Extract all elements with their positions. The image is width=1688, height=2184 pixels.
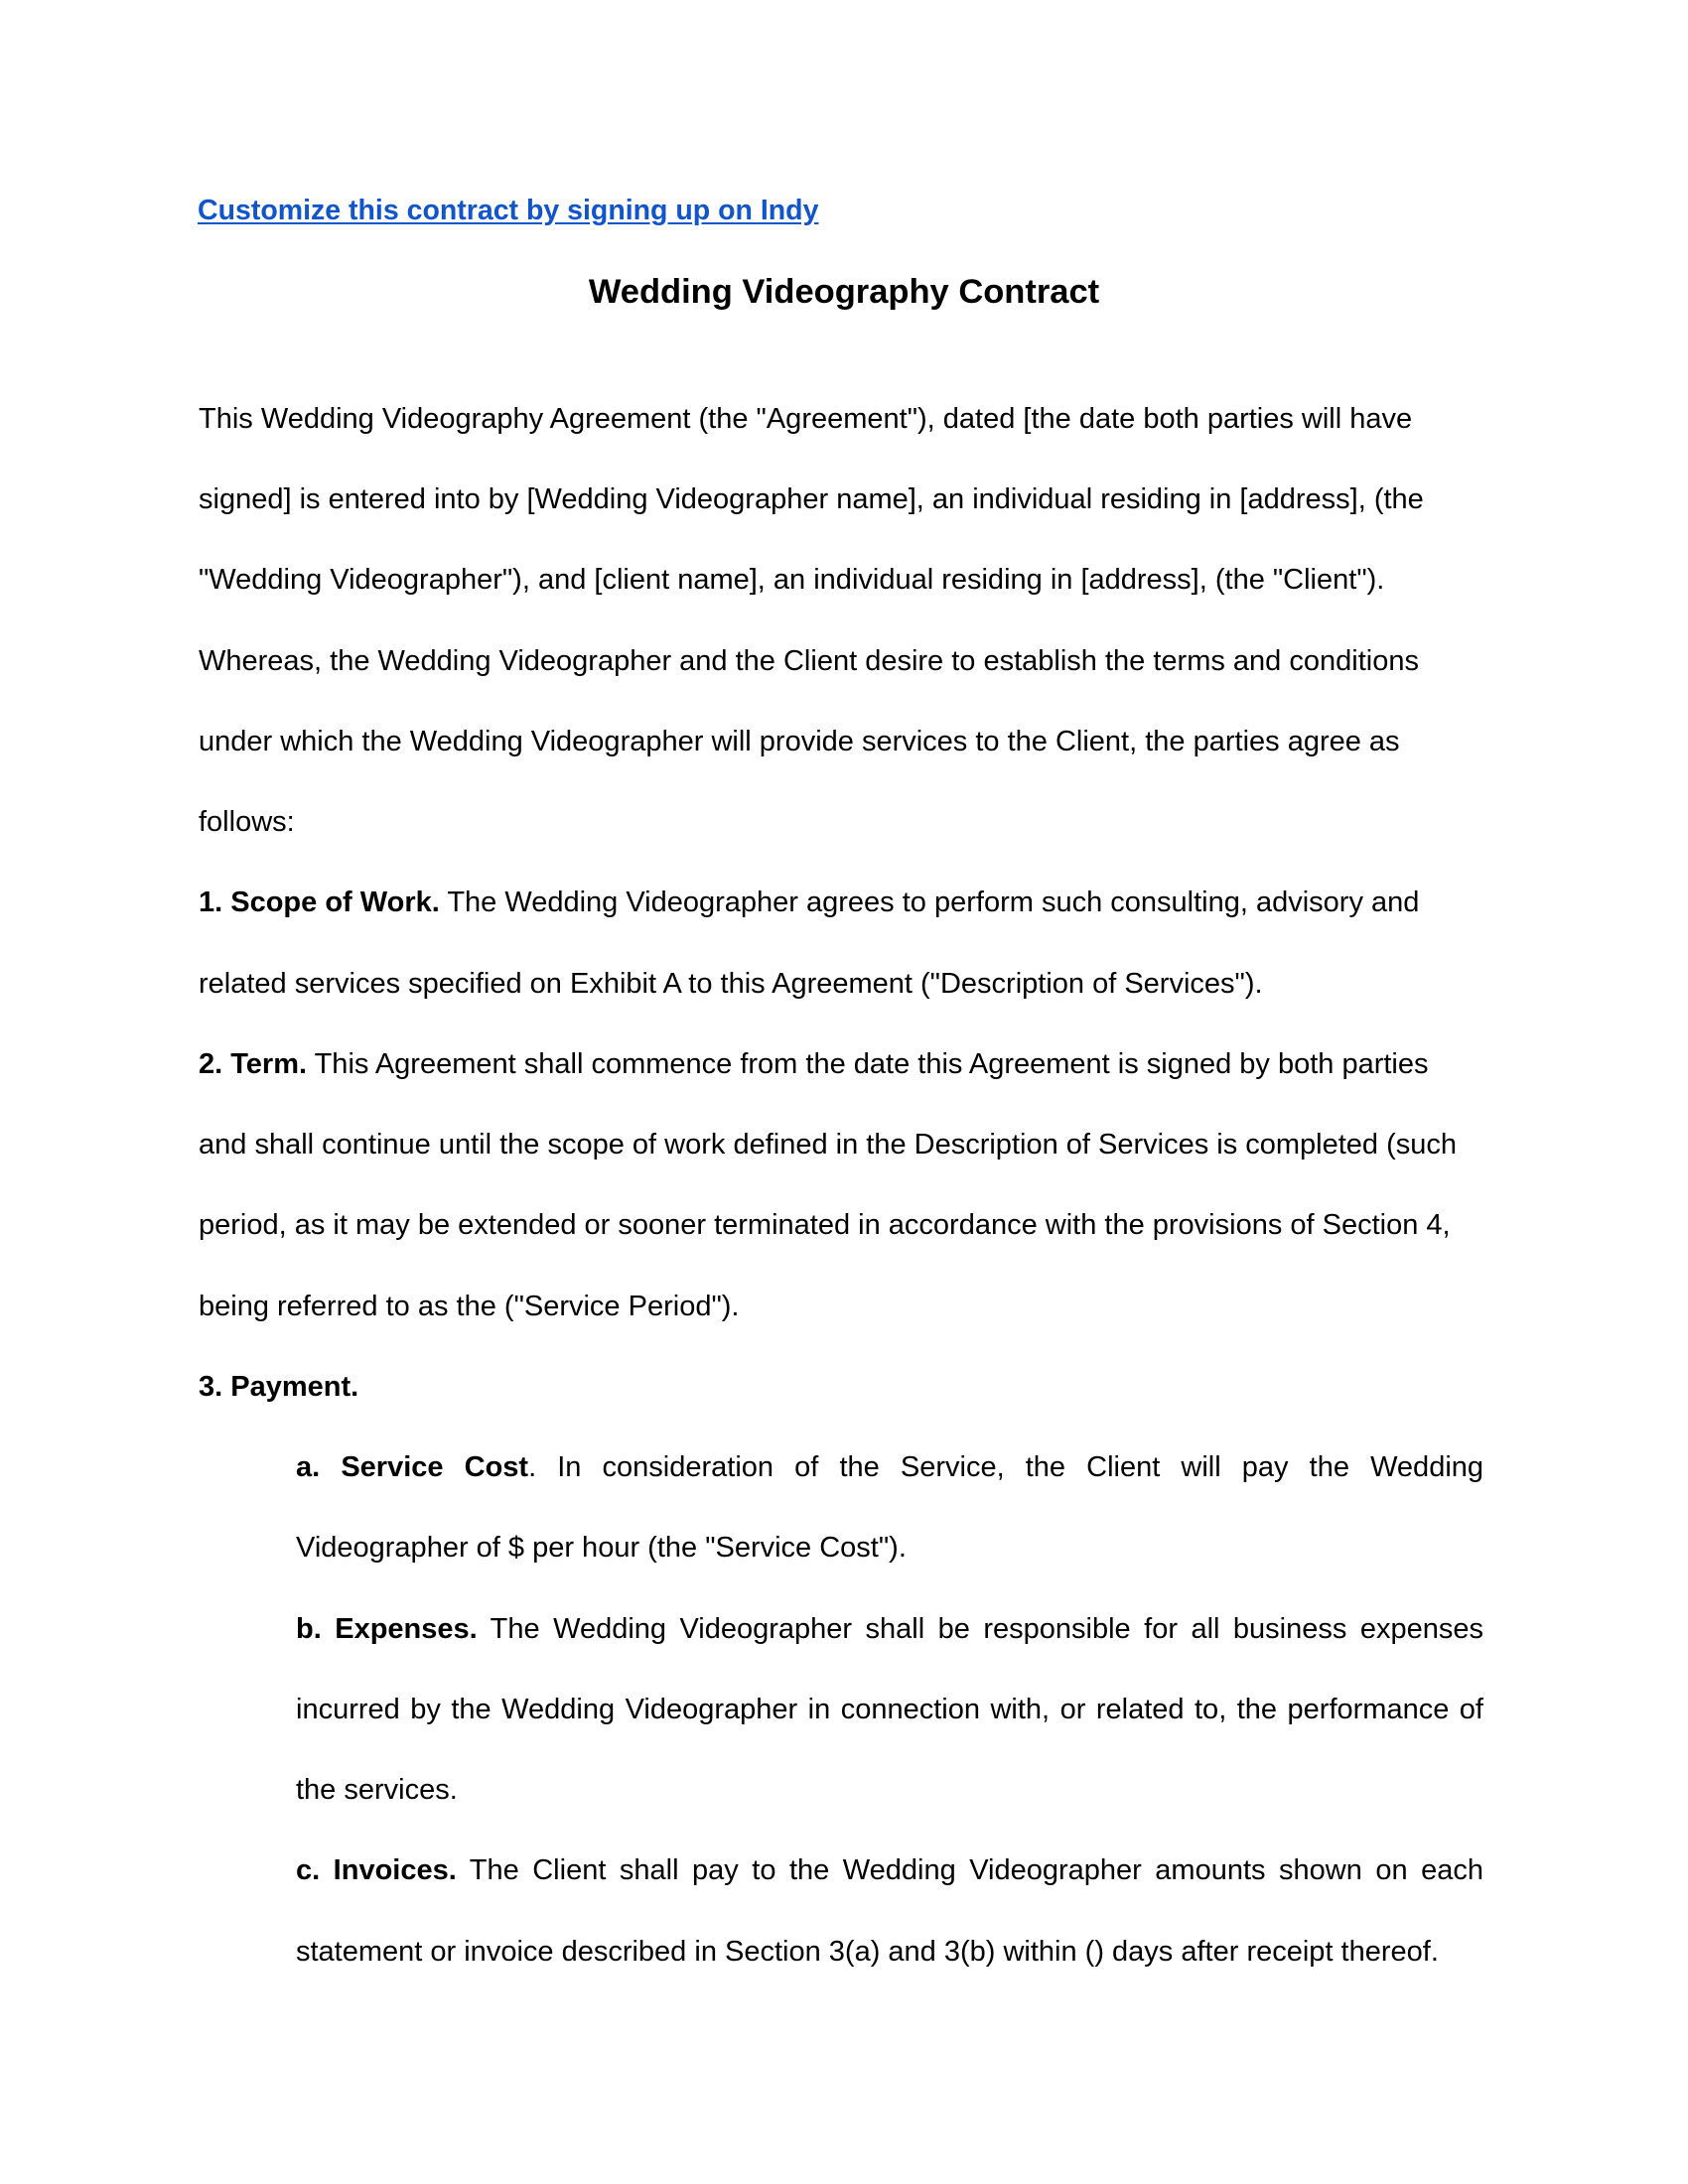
payment-invoices bbox=[296, 1852, 1483, 1888]
section-text-line: related services specified on Exhibit A to this Agreement ("Description of Services"). bbox=[199, 968, 1263, 1000]
subsection-label: c. Invoices. bbox=[296, 1854, 457, 1886]
subsection-text: The Client shall pay to the Wedding Videographer amounts shown on each bbox=[456, 1854, 1483, 1886]
intro-line: Whereas, the Wedding Videographer and the Client desire to establish the terms and conditions bbox=[199, 645, 1419, 677]
section-payment-heading: 3. Payment. bbox=[199, 1371, 359, 1403]
document-title: Wedding Videography Contract bbox=[588, 273, 1100, 311]
subsection-text-line: Videographer of $ per hour (the "Service Cost"). bbox=[296, 1532, 907, 1564]
section-text-line: and shall continue until the scope of work defined in the Description of Services is completed (such bbox=[199, 1129, 1458, 1160]
intro-line: signed] is entered into by [Wedding Videographer name], an individual residing in [address], (the bbox=[199, 483, 1424, 515]
section-heading: 2. Term. bbox=[199, 1048, 308, 1080]
section-term bbox=[199, 1046, 1429, 1082]
subsection-prefix: a. bbox=[296, 1451, 321, 1483]
intro-line: follows: bbox=[199, 806, 295, 838]
subsection-text-line: statement or invoice described in Section 3(a) and 3(b) within () days after receipt thereof. bbox=[296, 1936, 1439, 1968]
section-text: This Agreement shall commence from the date this Agreement is signed by both parties bbox=[307, 1048, 1429, 1080]
subsection-label: Service Cost bbox=[341, 1451, 529, 1483]
payment-service-cost bbox=[296, 1449, 1483, 1485]
intro-line: "Wedding Videographer"), and [client name], an individual residing in [address], (the "Client"). bbox=[199, 564, 1385, 596]
section-text: The Wedding Videographer agrees to perform such consulting, advisory and bbox=[439, 887, 1420, 918]
intro-line: This Wedding Videography Agreement (the "Agreement"), dated [the date both parties will have bbox=[199, 403, 1413, 435]
signup-link[interactable]: Customize this contract by signing up on Indy bbox=[198, 195, 819, 226]
subsection-text-line: incurred by the Wedding Videographer in connection with, or related to, the performance of bbox=[296, 1694, 1483, 1725]
subsection-label: b. Expenses. bbox=[296, 1613, 478, 1645]
subsection-text: . In consideration of the Service, the Client will pay the Wedding bbox=[528, 1451, 1484, 1483]
section-text-line: period, as it may be extended or sooner terminated in accordance with the provisions of Section 4, bbox=[199, 1209, 1451, 1241]
section-text-line: being referred to as the ("Service Period"). bbox=[199, 1291, 740, 1322]
section-scope-of-work bbox=[199, 885, 1419, 920]
subsection-text: The Wedding Videographer shall be responsible for all business expenses bbox=[477, 1613, 1483, 1645]
section-heading: 1. Scope of Work. bbox=[199, 887, 440, 918]
subsection-text-line: the services. bbox=[296, 1774, 458, 1806]
payment-expenses bbox=[296, 1611, 1483, 1647]
intro-line: under which the Wedding Videographer will provide services to the Client, the parties agree as bbox=[199, 726, 1400, 757]
